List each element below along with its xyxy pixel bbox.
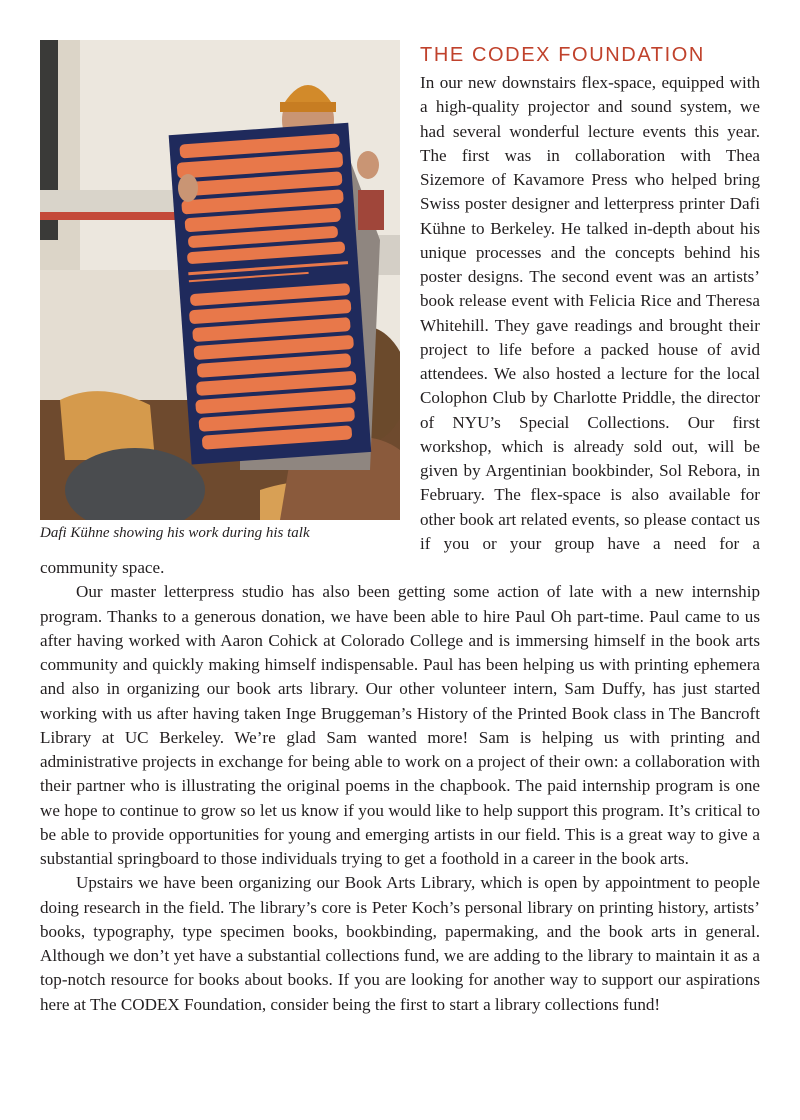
section-heading: THE CODEX FOUNDATION — [420, 44, 705, 66]
event-photo — [40, 40, 400, 520]
photo-figure — [40, 40, 400, 542]
paragraph-library: Upstairs we have been organizing our Book Arts Library, which is open by appointment to people doing research in the field. The library’s core is Peter Koch’s personal library on printing history, artists’ books, typography, type specimen books, bookbinding, papermaking, and the book arts in general. Although we don’t yet have a substantial collections fund, we are adding to the library to maintain it as a top-notch resource for books about books. If you are looking for another way to support our aspirations here at The CODEX Foundation, consider being the first to start a library collections fund! — [40, 873, 760, 1014]
photo-caption: Dafi Kühne showing his work during his talk — [40, 525, 310, 541]
paragraph-flex-space: In our new downstairs flex-space, equipped with a high-quality projector and sound system, we had several wonderful lecture events this year. The first was in collaboration with Thea Sizemore of Kavamore Press who helped bring Swiss poster designer and letterpress printer Dafi Kühne to Berkeley. He talked in-depth about his unique processes and the concepts behind his poster designs. The second event was an artists’ book release event with Felicia Rice and Theresa Whitehill. They gave readings and brought their project to life before a packed house of avid attendees. We also hosted a lecture for the local Colophon Club by Charlotte Priddle, the director of NYU’s Special Collections. Our first workshop, which is already sold out, will be given by Argentinian bookbinder, Sol Rebora, in February. The flex-space is also available for other book art related events, so please contact us if you or your group have a need for a community space. — [40, 73, 760, 577]
paragraph-internship: Our master letterpress studio has also been getting some action of late with a new internship program. Thanks to a generous donation, we have been able to hire Paul Oh part-time. Paul came to us after having worked with Aaron Cohick at Colorado College and is immersing himself in the book arts community and quickly making himself indispensable. Paul has been helping us with printing ephemera and also in organizing our book arts library. Our other volunteer intern, Sam Duffy, has just started working with us after having taken Inge Bruggeman’s History of the Printed Book class in The Bancroft Library at UC Berkeley. We’re glad Sam wanted more! Sam is helping us with printing and administrative projects in exchange for being able to work on a project of their own: a collaboration with their partner who is illustrating the original poems in the chapbook. The paid internship program is one we hope to continue to grow so let us know if you would like to help support this program. It’s critical to be able to provide opportunities for young and emerging artists in our field. This is a great way to give a substantial springboard to those individuals trying to get a foothold in a career in the book arts. — [40, 582, 760, 868]
article-page — [40, 40, 760, 1100]
